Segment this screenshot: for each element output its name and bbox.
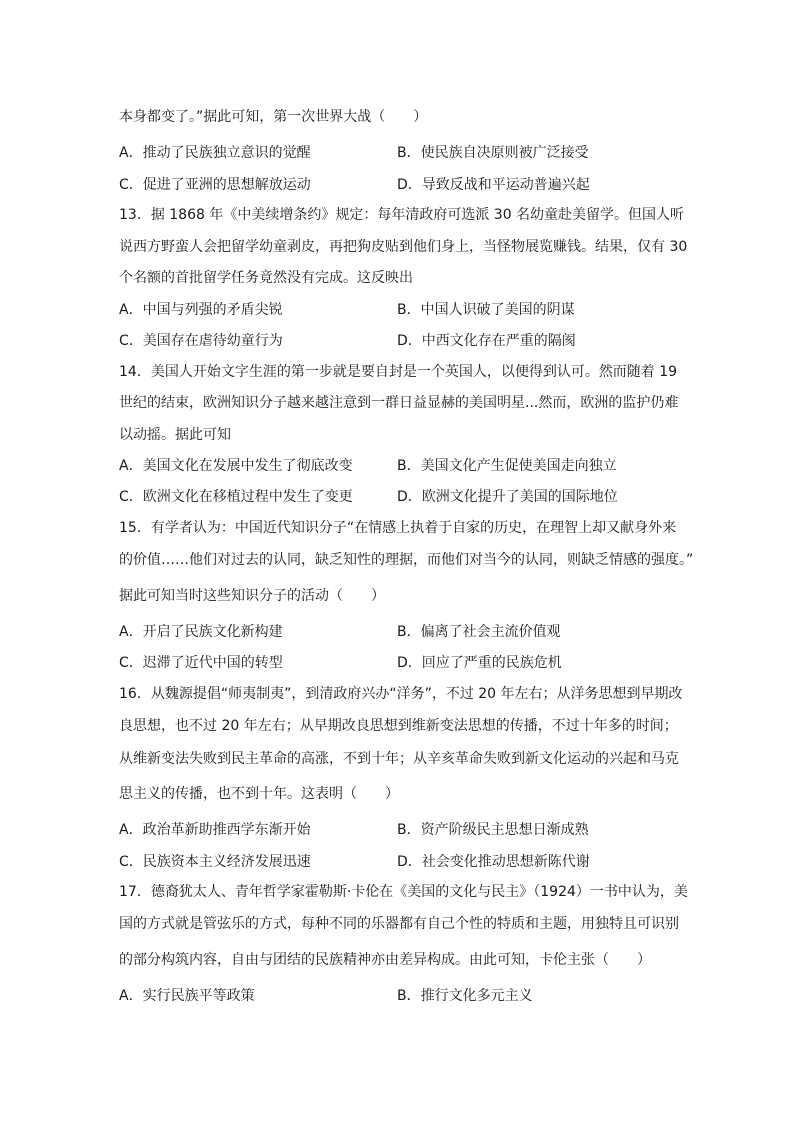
question-13-line-1: 13．据 1868 年《中美续增条约》规定：每年清政府可选派 30 名幼童赴美留学。但国人听	[119, 207, 685, 223]
question-17-option-b: B．推行文化多元主义	[397, 988, 533, 1004]
question-16-line-2: 良思想，也不过 20 年左右；从早期改良思想到维新变法思想的传播，不过十年多的时间；	[119, 718, 678, 734]
question-13-option-c: C．美国存在虐待幼童行为	[119, 333, 283, 349]
question-15-option-a: A．开启了民族文化新构建	[119, 624, 283, 640]
question-14-line-1: 14．美国人开始文字生涯的第一步就是要自封是一个英国人，以便得到认可。然而随着 19	[119, 364, 678, 380]
question-17-line-3: 的部分构筑内容，自由与团结的民族精神亦由差异构成。由此可知，卡伦主张（ ）	[119, 952, 651, 968]
question-16-option-a: A．政治革新助推西学东渐开始	[119, 822, 311, 838]
question-16-line-4: 思主义的传播，也不到十年。这表明（ ）	[119, 786, 399, 802]
question-17-line-1: 17．德裔犹太人、青年哲学家霍勒斯·卡伦在《美国的文化与民主》（1924）一书中认为，美	[119, 884, 688, 900]
question-14-line-2: 世纪的结束，欧洲知识分子越来越注意到一群日益显赫的美国明星...然而，欧洲的监护仍难	[119, 395, 679, 411]
question-16-option-b: B．资产阶级民主思想日渐成熟	[397, 822, 589, 838]
question-17-option-a: A．实行民族平等政策	[119, 988, 255, 1004]
question-15-line-3: 据此可知当时这些知识分子的活动（ ）	[119, 588, 385, 604]
question-13-option-a: A．中国与列强的矛盾尖锐	[119, 302, 283, 318]
question-14-option-b: B．美国文化产生促使美国走向独立	[397, 458, 617, 474]
question-15-line-2: 的价值……他们对过去的认同，缺乏知性的理据，而他们对当今的认同，则缺乏情感的强度。”	[119, 552, 694, 568]
question-15-option-b: B．偏离了社会主流价值观	[397, 624, 561, 640]
question-16-line-3: 从维新变法失败到民主革命的高涨，不到十年；从辛亥革命失败到新文化运动的兴起和马克	[119, 751, 679, 767]
question-13-option-d: D．中西文化存在严重的隔阂	[397, 333, 576, 349]
question-14-option-d: D．欧洲文化提升了美国的国际地位	[397, 489, 618, 505]
question-15-line-1: 15．有学者认为：中国近代知识分子“在情感上执着于自家的历史，在理智上却又献身外来	[119, 520, 677, 536]
question-12-option-d: D．导致反战和平运动普遍兴起	[397, 177, 590, 193]
question-16-line-1: 16．从魏源提倡“师夷制夷”，到清政府兴办“洋务”，不过 20 年左右；从洋务思想到早期改	[119, 686, 683, 702]
question-13-option-b: B．中国人识破了美国的阴谋	[397, 302, 575, 318]
question-14-line-3: 以动摇。据此可知	[119, 427, 231, 443]
question-12-option-a: A．推动了民族独立意识的觉醒	[119, 145, 311, 161]
question-13-line-2: 说西方野蛮人会把留学幼童剥皮，再把狗皮贴到他们身上，当怪物展览赚钱。结果，仅有 30	[119, 239, 688, 255]
question-14-option-a: A．美国文化在发展中发生了彻底改变	[119, 458, 353, 474]
question-12-option-c: C．促进了亚洲的思想解放运动	[119, 177, 311, 193]
question-16-option-d: D．社会变化推动思想新陈代谢	[397, 854, 590, 870]
question-12-option-b: B．使民族自决原则被广泛接受	[397, 145, 589, 161]
question-16-option-c: C．民族资本主义经济发展迅速	[119, 854, 311, 870]
question-17-line-2: 国的方式就是管弦乐的方式，每种不同的乐器都有自己个性的特质和主题，用独特且可识别	[119, 916, 679, 932]
question-15-option-d: D．回应了严重的民族危机	[397, 655, 562, 671]
question-14-option-c: C．欧洲文化在移植过程中发生了变更	[119, 489, 353, 505]
question-15-option-c: C．迟滞了近代中国的转型	[119, 655, 283, 671]
question-12-stem-end: 本身都变了。”据此可知，第一次世界大战（ ）	[119, 109, 428, 125]
question-13-line-3: 个名额的首批留学任务竟然没有完成。这反映出	[119, 270, 413, 286]
